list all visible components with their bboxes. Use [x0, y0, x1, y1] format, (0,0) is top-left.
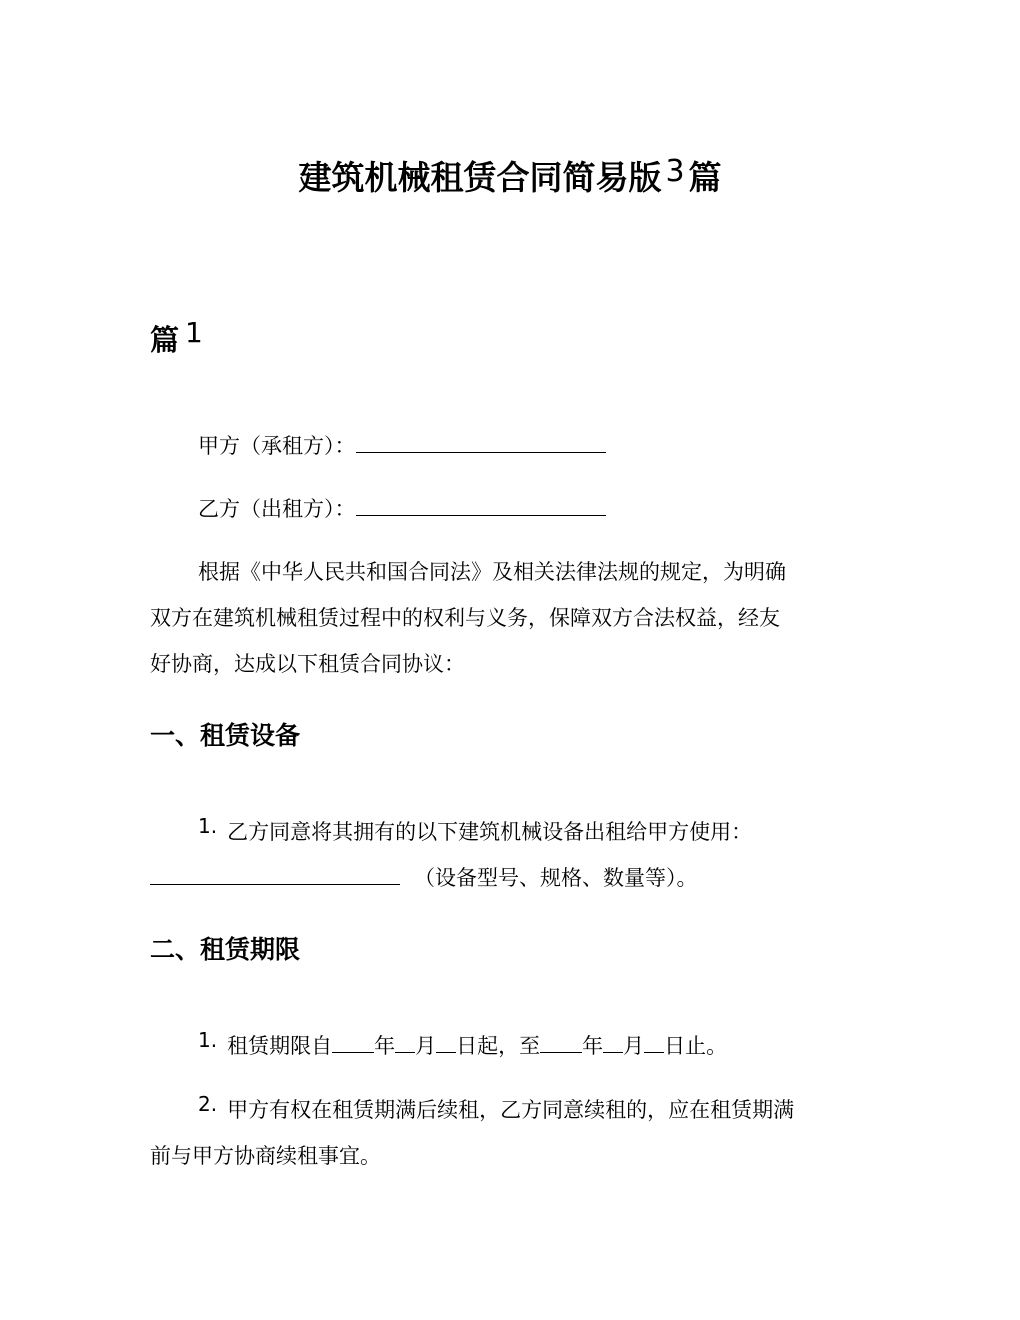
day-from-label: 日起，至 [456, 1034, 541, 1058]
party-b-label: 乙方（出租方）： [198, 497, 356, 521]
month-blank [603, 1051, 623, 1053]
year-blank [332, 1051, 374, 1053]
year-label: 年 [582, 1034, 604, 1058]
month-blank [395, 1051, 415, 1053]
item-2-2 [198, 1094, 794, 1124]
month-label: 月 [623, 1034, 645, 1058]
party-a-line [198, 430, 606, 460]
item-text: 乙方同意将其拥有的以下建筑机械设备出租给甲方使用： [227, 820, 753, 844]
heading-rental-period: 二、租赁期限 [150, 935, 301, 964]
section-label: 篇 [150, 323, 180, 357]
party-a-blank [356, 451, 606, 453]
title-suffix: 篇 [688, 158, 722, 197]
item-number: 1. [198, 1028, 218, 1052]
intro-line-2: 双方在建筑机械租赁过程中的权利与义务，保障双方合法权益，经友 [150, 606, 780, 630]
period-start-label: 租赁期限自 [227, 1034, 333, 1058]
item-2-2-cont: 前与甲方协商续租事宜。 [150, 1144, 381, 1168]
item-text: 甲方有权在租赁期满后续租，乙方同意续租的，应在租赁期满 [227, 1098, 795, 1122]
year-blank [540, 1051, 582, 1053]
party-a-label: 甲方（承租方）： [198, 434, 356, 458]
day-to-label: 日止。 [664, 1034, 728, 1058]
day-blank [436, 1051, 456, 1053]
item-1-1-cont [150, 862, 698, 892]
item-2-1 [198, 1030, 727, 1060]
day-blank [644, 1051, 664, 1053]
equipment-blank [150, 883, 400, 885]
year-label: 年 [374, 1034, 396, 1058]
item-1-1 [198, 816, 752, 846]
title-text: 建筑机械租赁合同简易版 [298, 158, 662, 197]
month-label: 月 [415, 1034, 437, 1058]
section-heading [150, 318, 203, 359]
heading-rental-equipment: 一、租赁设备 [150, 721, 301, 750]
item-tail: （设备型号、规格、数量等）。 [414, 866, 698, 890]
title-count: 3 [665, 154, 685, 189]
document-title [0, 152, 1020, 199]
item-number: 1. [198, 814, 218, 838]
party-b-line [198, 493, 606, 523]
party-b-blank [356, 514, 606, 516]
intro-line-3: 好协商，达成以下租赁合同协议： [150, 652, 465, 676]
intro-line-1: 根据《中华人民共和国合同法》及相关法律法规的规定，为明确 [198, 560, 786, 584]
section-number: 1 [185, 316, 203, 349]
item-number: 2. [198, 1092, 218, 1116]
